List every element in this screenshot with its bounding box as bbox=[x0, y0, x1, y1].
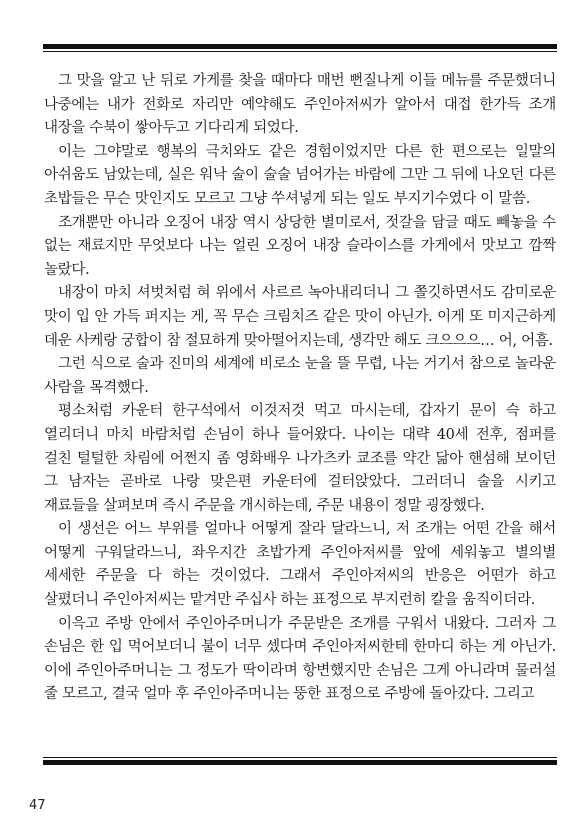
paragraph: 그 맛을 알고 난 뒤로 가게를 찾을 때마다 매번 뻔질나게 이들 메뉴를 주문했더니 나중에는 내가 전화로 자리만 예약해도 주인아저씨가 알아서 대접 한가득 조개 내장을 수북이 쌓아두고 기다리게 되었다. bbox=[44, 73, 556, 137]
header-rule-thin bbox=[43, 51, 557, 52]
footer-rule-thin bbox=[43, 757, 557, 758]
paragraph: 조개뿐만 아니라 오징어 내장 역시 상당한 별미로서, 젓갈을 담글 때도 빼놓을 수 없는 재료지만 무엇보다 나는 얼린 오징어 내장 슬라이스를 가게에서 맛보고 깜짝 놀랐다. bbox=[44, 214, 556, 278]
paragraph: 이 생선은 어느 부위를 얼마나 어떻게 잘라 달라느니, 저 조개는 어떤 간을 해서 어떻게 구워달라느니, 좌우지간 초밥가게 주인아저씨를 앞에 세워놓고 별의별 세세한 주문을 다 하는 것이었다. 그래서 주인아저씨의 반응은 어떤가 하고 살폈더니 주인아저씨는 맡겨만 주십사 하는 표정으로 부지런히 칼을 움직이더라. bbox=[44, 521, 556, 609]
body-text bbox=[44, 70, 556, 707]
paragraph: 그런 식으로 술과 진미의 세계에 비로소 눈을 뜰 무렵, 나는 거기서 참으로 놀라운 사람을 목격했다. bbox=[44, 356, 556, 396]
footer-rule-thick bbox=[43, 760, 557, 765]
page-number: 47 bbox=[29, 798, 46, 813]
header-rule bbox=[43, 44, 557, 52]
paragraph: 이윽고 주방 안에서 주인아주머니가 주문받은 조개를 구워서 내왔다. 그러자 그 손님은 한 입 먹어보더니 불이 너무 셌다며 주인아저씨한테 한마디 하는 게 아닌가. 이에 주인아주머니는 그 정도가 딱이라며 항변했지만 손님은 그게 아니라며 물러설 줄 모르고, 결국 얼마 후 주인아주머니는 뚱한 표정으로 주방에 돌아갔다. 그리고 bbox=[44, 615, 556, 703]
header-rule-thick bbox=[43, 44, 557, 49]
paragraph: 내장이 마치 셔벗처럼 혀 위에서 사르르 녹아내리더니 그 쫄깃하면서도 감미로운 맛이 입 안 가득 퍼지는 게, 꼭 무슨 크림치즈 같은 맛이 아닌가. 이게 또 미지근하게 데운 사케랑 궁합이 참 절묘하게 맞아떨어지는데, 생각만 해도 크으으으… 어, 어흠. bbox=[44, 285, 556, 349]
paragraph: 평소처럼 카운터 한구석에서 이것저것 먹고 마시는데, 갑자기 문이 슥 하고 열리더니 마치 바람처럼 손님이 하나 들어왔다. 나이는 대략 40세 전후, 점퍼를 걸친 털털한 차림에 어쩐지 좀 영화배우 나가츠카 쿄조를 약간 닮아 핸섬해 보이던 그 남자는 곧바로 나랑 맞은편 카운터에 걸터앉았다. 그러더니 술을 시키고 재료들을 살펴보며 즉시 주문을 개시하는데, 주문 내용이 정말 굉장했다. bbox=[44, 403, 556, 514]
paragraph: 이는 그야말로 행복의 극치와도 같은 경험이었지만 다른 한 편으로는 일말의 아쉬움도 남았는데, 실은 워낙 술이 술술 넘어가는 바람에 그만 그 뒤에 나오던 다른 초밥들은 무슨 맛인지도 모르고 그냥 쑤셔넣게 되는 일도 부지기수였다 이 말씀. bbox=[44, 143, 556, 207]
footer-rule bbox=[43, 757, 557, 765]
